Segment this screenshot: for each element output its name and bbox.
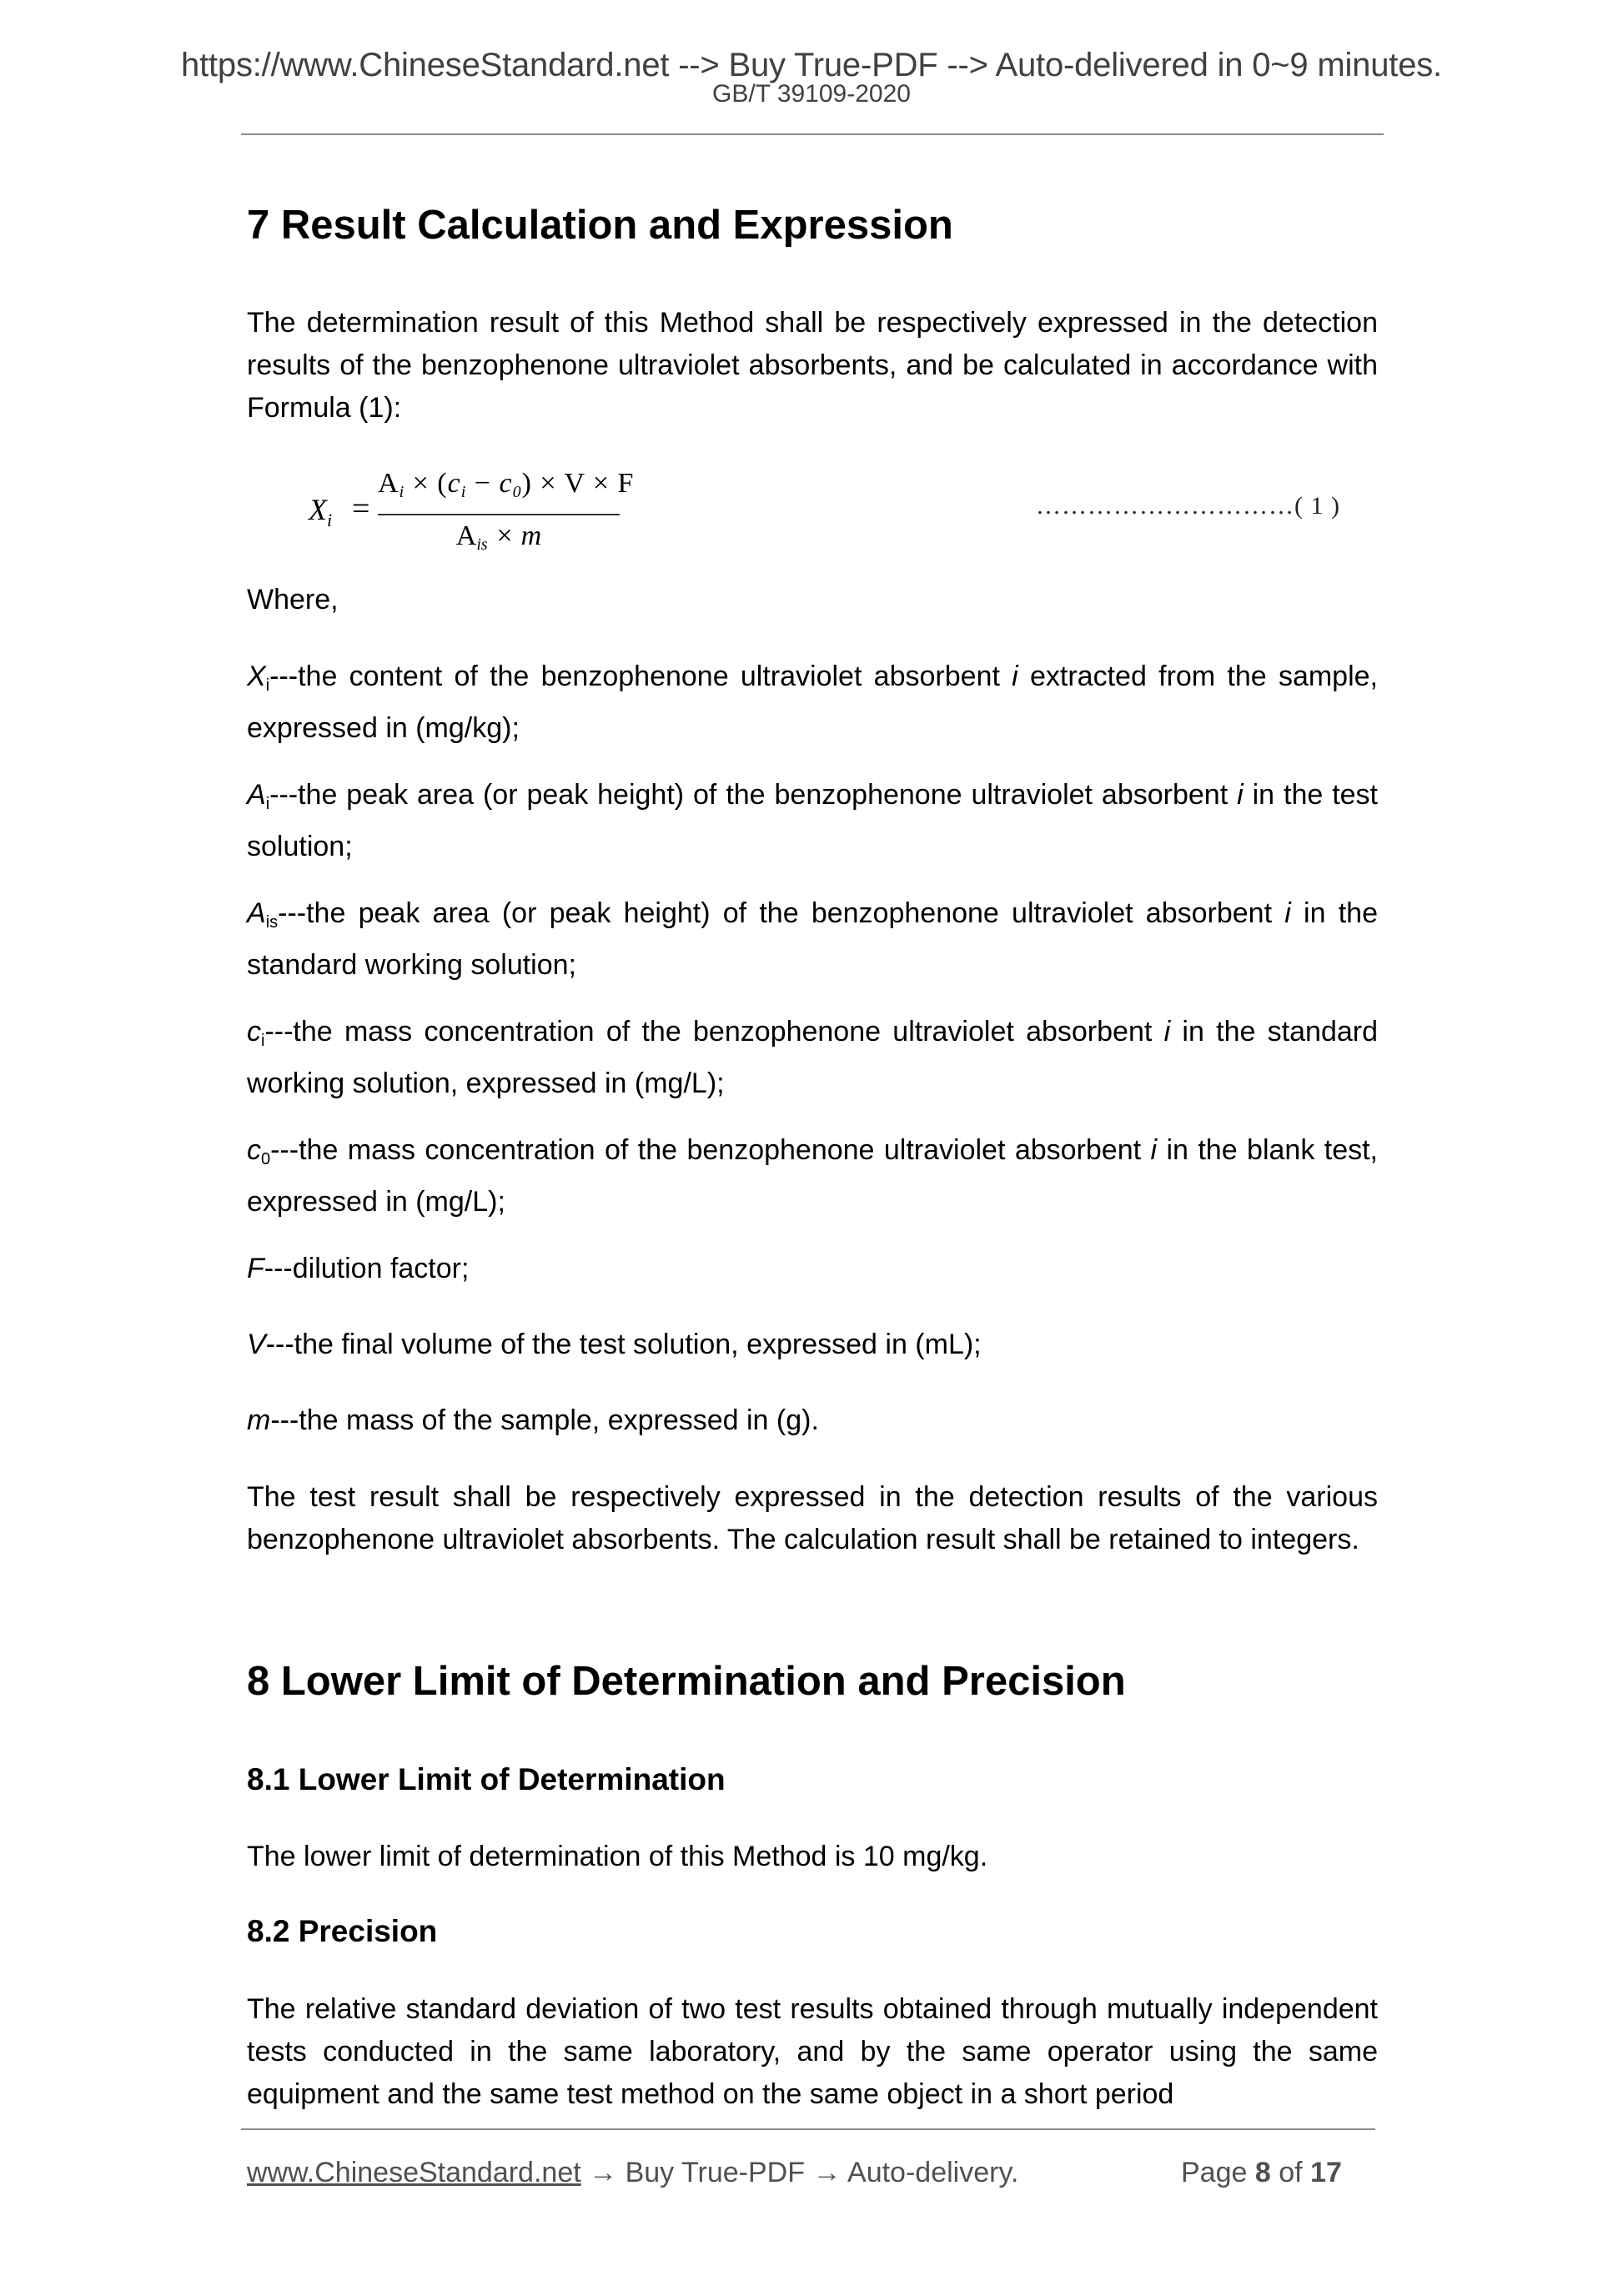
current-page: 8 — [1254, 2157, 1271, 2188]
formula-lhs: $X_i$ — [309, 493, 333, 530]
symbol: X — [247, 661, 266, 692]
total-pages: 17 — [1310, 2157, 1342, 2188]
symbol: A — [247, 779, 266, 811]
formula-number: …………………………( 1 ) — [1036, 492, 1340, 520]
definition-ai: $A_i--$-the peak area (or peak height) of the benzophenone ultraviolet absorbent i in the test solution; — [247, 779, 1379, 862]
arrow-right-icon: → — [812, 2157, 842, 2188]
definition-v: V---the final volume of the test solution, expressed in (mL); — [247, 1329, 982, 1360]
result-note: The test result shall be respectively expressed in the detection results of the various benzophenone ultraviolet absorbents. The calculation result shall be retained to integers. — [247, 1481, 1378, 1555]
symbol: F — [247, 1253, 264, 1284]
definition-ci: $c_i--$-the mass concentration of the benzophenone ultraviolet absorbent i in the standard working solution, expressed in (mg/L); — [247, 1016, 1378, 1099]
symbol: m — [247, 1404, 271, 1436]
page-indicator: Page 8 of 17 — [1181, 2157, 1342, 2188]
section-8-2-heading: 8.2 Precision — [247, 1914, 438, 1948]
header-banner: https://www.ChineseStandard.net --> Buy True-PDF --> Auto-delivered in 0~9 minutes. — [181, 47, 1442, 83]
formula-1 — [309, 465, 1393, 557]
symbol: c — [247, 1134, 261, 1166]
definition-ais: $A_{is}--$-the peak area (or peak height) of the benzophenone ultraviolet absorbent i in the standard working solution; — [247, 897, 1378, 981]
footer-divider — [241, 2128, 1375, 2130]
section-7-intro: The determination result of this Method shall be respectively expressed in the detection results of the benzophenone ultraviolet absorbents, and be calculated in accordance with Formula (1): — [247, 307, 1378, 424]
section-8-heading: 8 Lower Limit of Determination and Precision — [247, 1659, 1126, 1704]
section-8-2-text: The relative standard deviation of two test results obtained through mutually independent tests conducted in the same laboratory, and by the same operator using the same equipment and the same test method on the same object in a short period — [247, 1993, 1378, 2110]
formula-denominator: Ais × m — [455, 520, 542, 554]
footer-left — [247, 2156, 1018, 2189]
symbol: c — [247, 1016, 261, 1048]
symbol: V — [247, 1329, 266, 1360]
arrow-right-icon: → — [589, 2157, 618, 2188]
section-8-1-text: The lower limit of determination of this Method is 10 mg/kg. — [247, 1841, 988, 1872]
header-divider — [241, 133, 1384, 135]
definition-m: m---the mass of the sample, expressed in (g). — [247, 1404, 819, 1436]
document-id: GB/T 39109-2020 — [712, 80, 911, 108]
section-8-1-heading: 8.1 Lower Limit of Determination — [247, 1762, 726, 1796]
footer-buy-text: Buy True-PDF — [625, 2157, 805, 2188]
footer-site-link[interactable]: www.ChineseStandard.net — [247, 2157, 581, 2188]
section-7-heading: 7 Result Calculation and Expression — [247, 203, 953, 248]
formula-fraction — [378, 465, 635, 562]
definition-c0: $c_0--$-the mass concentration of the benzophenone ultraviolet absorbent i in the blank test, expressed in (mg/L); — [247, 1134, 1379, 1218]
symbol: A — [247, 897, 266, 929]
where-label: Where, — [247, 584, 339, 615]
formula-equals: = — [352, 491, 370, 526]
fraction-bar — [378, 514, 620, 515]
formula-numerator: Ai × (ci − c0) × V × F — [378, 468, 635, 501]
definition-f: F---dilution factor; — [247, 1253, 470, 1284]
definition-xi: $X_i--$-the content of the benzophenone ultraviolet absorbent i extracted from the sample, expressed in (mg/kg); — [247, 661, 1378, 744]
footer-auto-text: Auto-delivery. — [847, 2157, 1019, 2188]
